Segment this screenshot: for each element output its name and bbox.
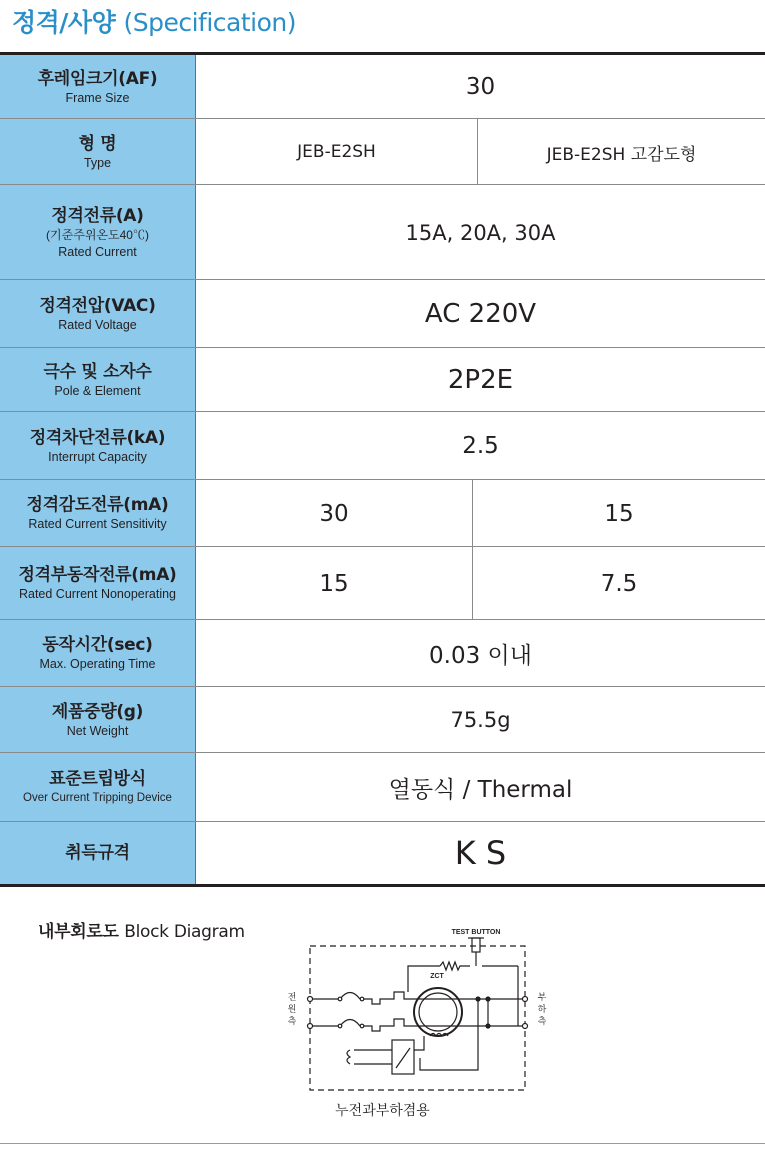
table-row bbox=[0, 280, 765, 348]
row-header bbox=[0, 753, 196, 822]
test-button-label: TEST BUTTON bbox=[451, 929, 501, 936]
block-diagram bbox=[270, 920, 560, 1100]
row-header-ko: 형 명 bbox=[78, 133, 117, 154]
contact bbox=[360, 1024, 364, 1028]
row-header bbox=[0, 55, 196, 119]
nonoperating-value-high: 7.5 bbox=[600, 570, 638, 597]
terminal bbox=[523, 997, 528, 1002]
nonoperating-value-standard: 15 bbox=[319, 570, 349, 597]
table-row bbox=[0, 55, 765, 119]
row-header-note: (기준주위온도40℃) bbox=[46, 227, 149, 242]
zct-label: ZCT bbox=[430, 973, 444, 980]
table-row bbox=[0, 185, 765, 280]
footer-rule bbox=[0, 1143, 765, 1144]
row-header-ko: 동작시간(sec) bbox=[42, 635, 153, 655]
spec-table bbox=[0, 52, 765, 887]
row-header bbox=[0, 348, 196, 412]
table-row bbox=[0, 348, 765, 412]
terminal bbox=[308, 997, 313, 1002]
main-wire bbox=[364, 1019, 522, 1031]
table-row bbox=[0, 547, 765, 620]
pole-element-value: 2P2E bbox=[447, 365, 514, 395]
terminal bbox=[523, 1024, 528, 1029]
row-header bbox=[0, 119, 196, 185]
test-button bbox=[472, 938, 480, 952]
row-header-ko: 극수 및 소자수 bbox=[43, 361, 152, 382]
row-header-en: Rated Voltage bbox=[58, 317, 137, 332]
sensitivity-value-standard: 30 bbox=[319, 500, 349, 527]
terminal bbox=[308, 1024, 313, 1029]
load-side-label-1: 부 bbox=[537, 993, 547, 1003]
row-header-en: Frame Size bbox=[65, 90, 130, 105]
standard-value: K S bbox=[454, 834, 507, 872]
row-header-en: Max. Operating Time bbox=[39, 657, 156, 671]
row-header bbox=[0, 687, 196, 753]
row-header-ko: 정격부동작전류(mA) bbox=[18, 565, 177, 585]
tripping-device-value: 열동식 / Thermal bbox=[388, 777, 573, 803]
block-diagram-title bbox=[38, 917, 245, 942]
row-header-en: Pole & Element bbox=[54, 383, 141, 398]
net-weight-value: 75.5g bbox=[450, 708, 511, 732]
row-header bbox=[0, 412, 196, 480]
load-side-label-2: 하 bbox=[537, 1005, 547, 1015]
table-row bbox=[0, 753, 765, 822]
contact bbox=[338, 997, 342, 1001]
page-title-ko: 정격/사양 bbox=[12, 8, 116, 37]
row-header-en: Rated Current Sensitivity bbox=[28, 517, 167, 531]
row-header-ko: 정격전압(VAC) bbox=[39, 295, 156, 316]
row-header-ko: 취득규격 bbox=[65, 843, 130, 863]
table-row bbox=[0, 620, 765, 687]
row-header bbox=[0, 822, 196, 884]
row-header-ko: 정격차단전류(kA) bbox=[29, 427, 166, 448]
sensitivity-value-high: 15 bbox=[604, 500, 634, 527]
contact bbox=[338, 1024, 342, 1028]
load-side-label-3: 측 bbox=[537, 1017, 547, 1027]
frame-size-value: 30 bbox=[465, 74, 496, 100]
source-side-label-1: 전 bbox=[287, 993, 297, 1003]
table-row bbox=[0, 687, 765, 753]
row-header bbox=[0, 480, 196, 547]
resistor bbox=[440, 962, 470, 970]
row-header-en: Interrupt Capacity bbox=[48, 449, 147, 464]
row-header-ko: 정격전류(A) bbox=[51, 205, 144, 226]
row-header bbox=[0, 547, 196, 620]
contact-arc bbox=[340, 1020, 360, 1027]
row-header-ko: 표준트립방식 bbox=[49, 769, 146, 789]
rated-current-value: 15A, 20A, 30A bbox=[405, 220, 556, 245]
rated-voltage-value: AC 220V bbox=[424, 299, 537, 329]
row-header bbox=[0, 185, 196, 280]
row-header bbox=[0, 280, 196, 348]
row-header-en: Net Weight bbox=[66, 723, 129, 738]
contact-arc bbox=[340, 993, 360, 1000]
row-header-en: Rated Current Nonoperating bbox=[18, 587, 177, 601]
row-header bbox=[0, 620, 196, 687]
table-bottom-rule bbox=[0, 884, 765, 887]
electronic-unit-mark bbox=[396, 1048, 410, 1068]
row-header-ko: 정격감도전류(mA) bbox=[26, 495, 169, 515]
block-diagram-title-en: Block Diagram bbox=[124, 922, 245, 942]
table-row bbox=[0, 822, 765, 884]
row-header-ko: 제품중량(g) bbox=[51, 701, 144, 722]
zct-core bbox=[414, 988, 462, 1036]
type-value-high-sensitivity: JEB-E2SH 고감도형 bbox=[546, 144, 697, 165]
page-title-en: (Specification) bbox=[123, 8, 296, 37]
source-side-label-3: 측 bbox=[287, 1017, 297, 1027]
row-header-ko: 후레임크기(AF) bbox=[37, 68, 158, 89]
table-row bbox=[0, 480, 765, 547]
type-value-standard: JEB-E2SH bbox=[297, 142, 376, 162]
enclosure-outline bbox=[310, 946, 525, 1090]
interrupt-capacity-value: 2.5 bbox=[462, 433, 499, 459]
table-row bbox=[0, 119, 765, 185]
trip-coil bbox=[347, 1050, 350, 1064]
row-header-en: Rated Current bbox=[58, 244, 137, 259]
control-wire bbox=[414, 1036, 424, 1050]
row-header-en: Type bbox=[83, 155, 112, 170]
row-header-en: Over Current Tripping Device bbox=[23, 792, 172, 804]
source-side-label-2: 원 bbox=[287, 1005, 297, 1015]
block-diagram-title-ko: 내부회로도 bbox=[38, 922, 119, 942]
contact bbox=[360, 997, 364, 1001]
block-diagram-caption: 누전과부하겸용 bbox=[335, 1103, 430, 1119]
table-row bbox=[0, 412, 765, 480]
page-title bbox=[12, 3, 296, 39]
operating-time-value: 0.03 이내 bbox=[429, 643, 532, 669]
